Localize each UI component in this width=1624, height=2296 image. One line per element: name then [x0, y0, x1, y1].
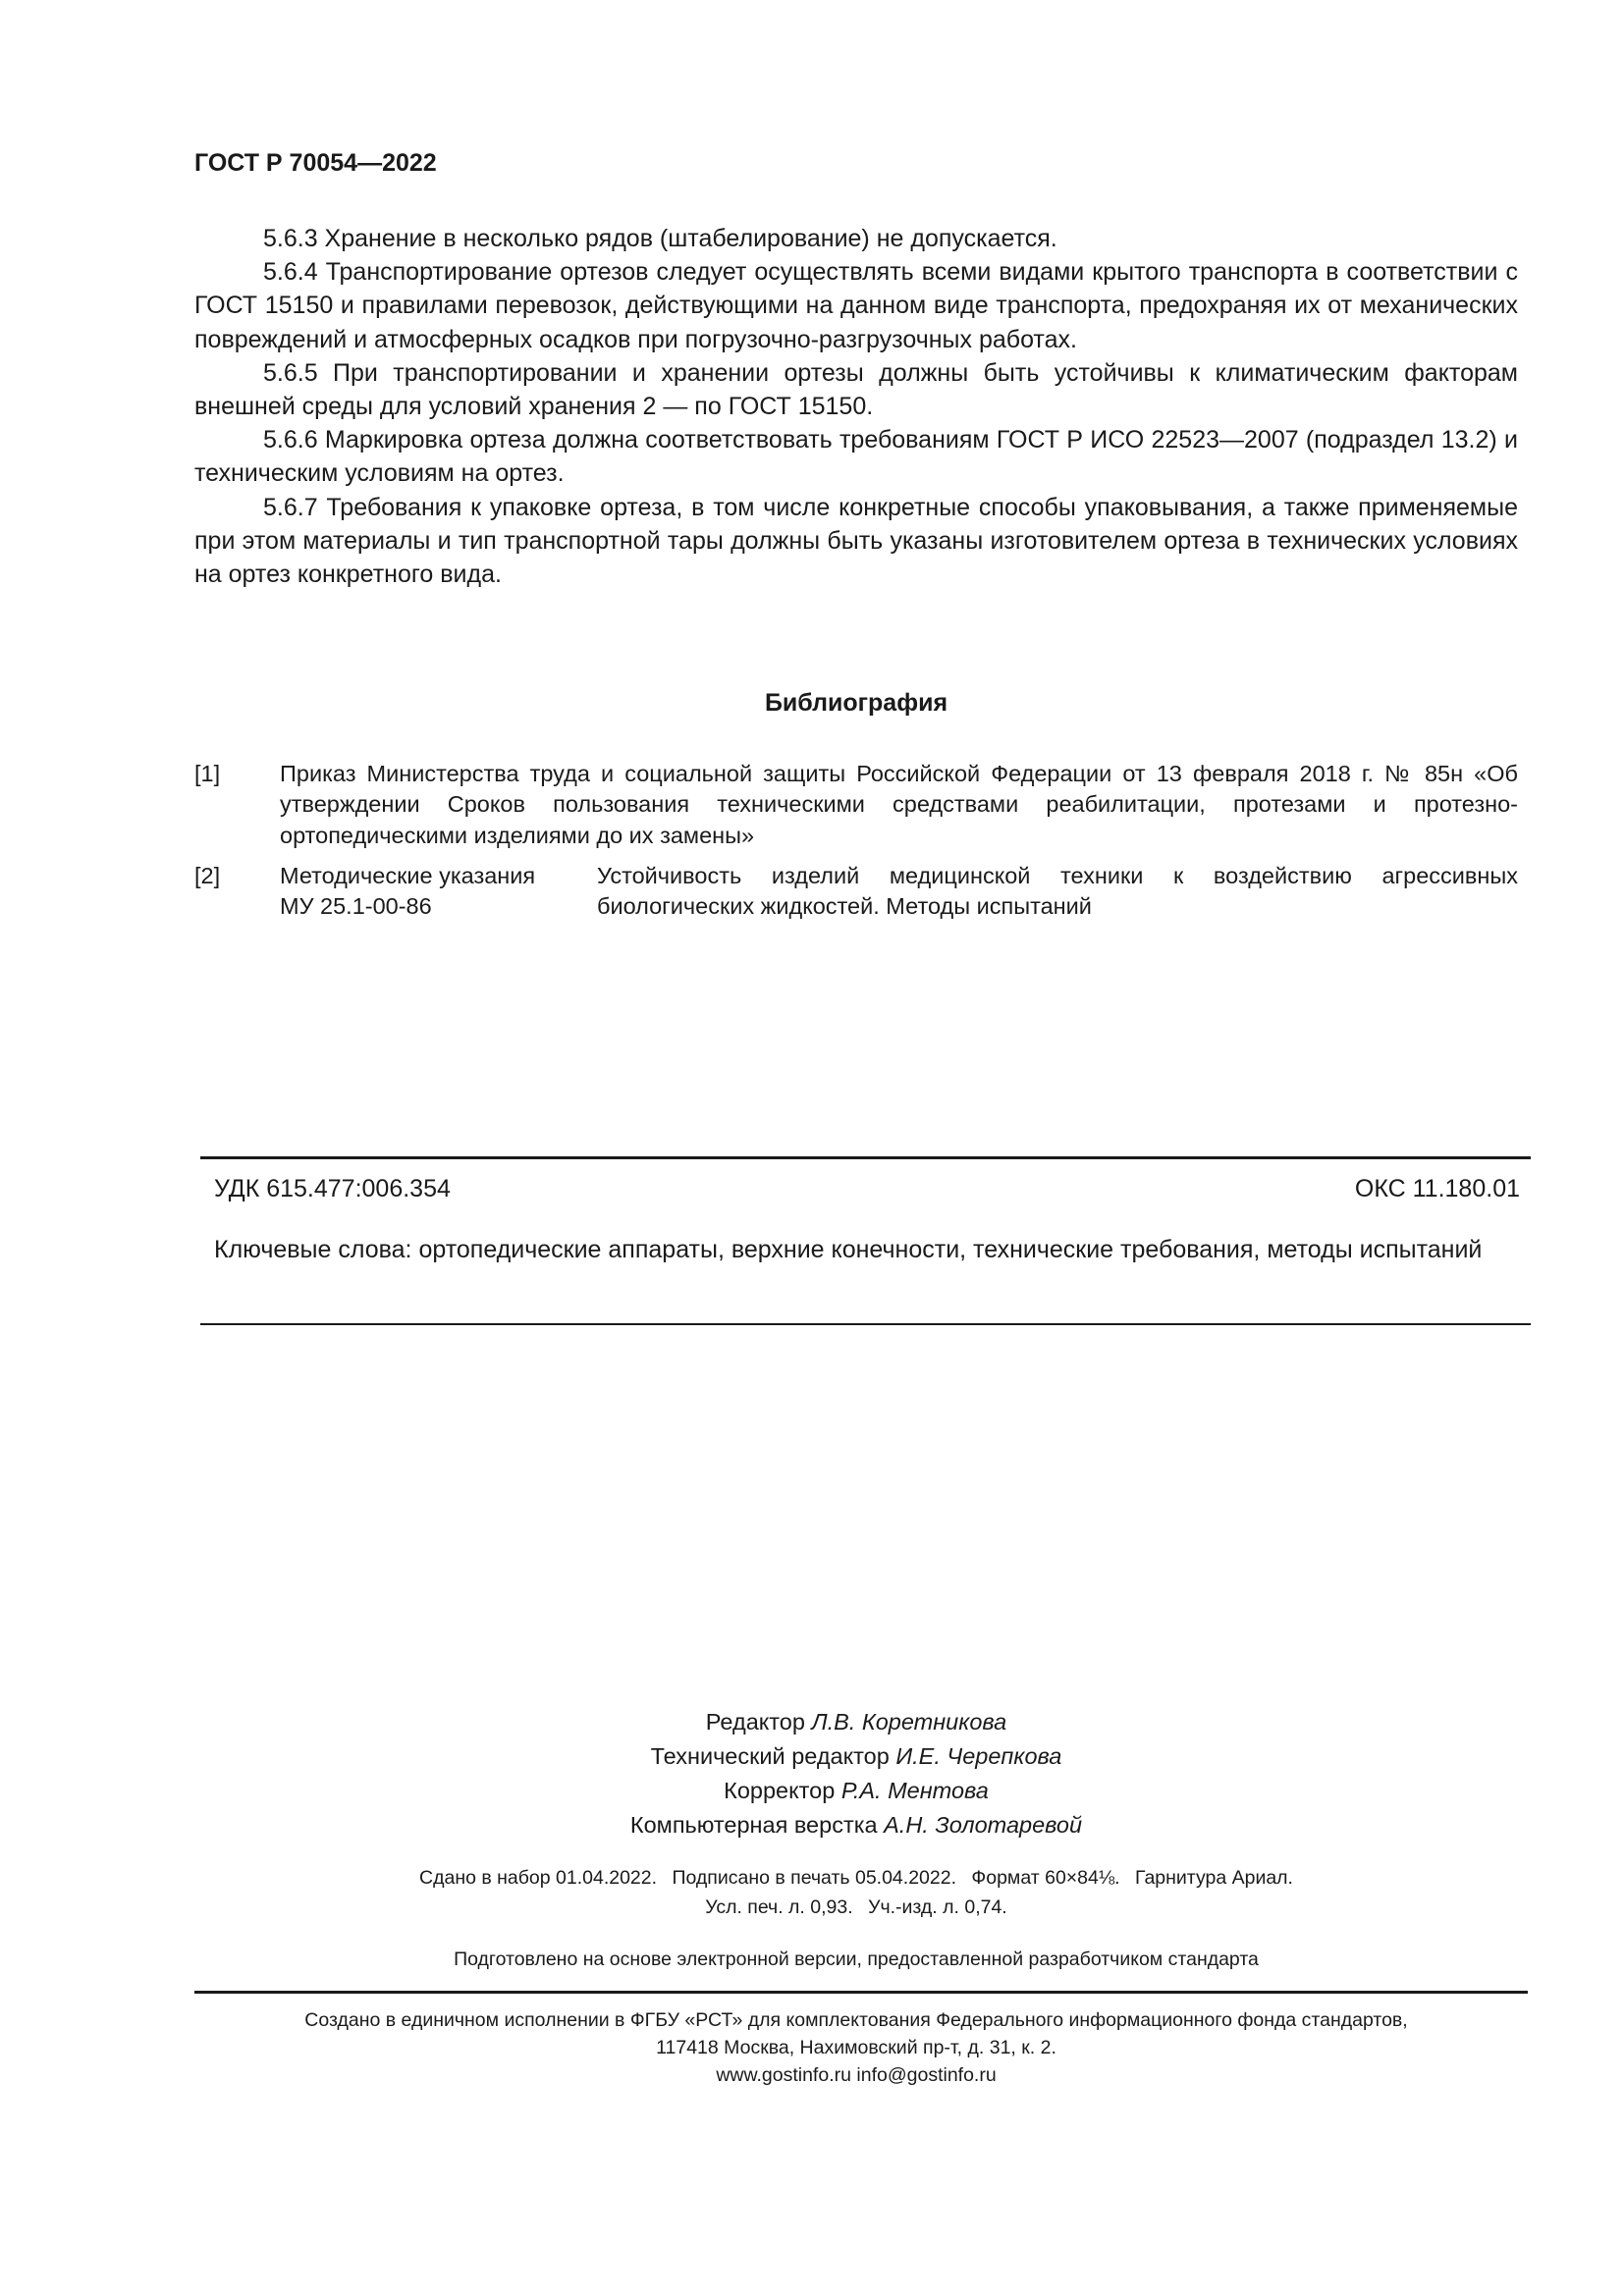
section-text	[194, 222, 1518, 591]
oks-code: ОКС 11.180.01	[1354, 1175, 1520, 1202]
standard-code-header: ГОСТ Р 70054—2022	[194, 149, 437, 177]
email-link[interactable]: info@gostinfo.ru	[856, 2064, 997, 2086]
paragraph-5-6-4: 5.6.4 Транспортирование ортезов следует осуществлять всеми видами крытого транспорта в соответствии с ГОСТ 15150 и правилами перевозок, действующими на данном виде транспорта, предохраняя их от механических повреждений и атмосферных осадков при погрузочно-разгрузочных работах.	[194, 258, 1518, 353]
bibliography-text: Приказ Министерства труда и социальной защиты Российской Федерации от 13 февраля 2018 г. № 85н «Об утверждении Сроков пользования техническими средствами реабилитации, протезами и протезно-ортопедическими изделиями до их замены»	[280, 761, 1518, 848]
paragraph-5-6-5: 5.6.5 При транспортировании и хранении ортезы должны быть устойчивы к климатическим факторам внешней среды для условий хранения 2 — по ГОСТ 15150.	[194, 358, 1518, 421]
publication-info	[194, 1863, 1518, 1922]
website-link[interactable]: www.gostinfo.ru	[716, 2064, 851, 2086]
paragraph-5-6-3: 5.6.3 Хранение в несколько рядов (штабелирование) не допускается.	[263, 225, 1057, 252]
credits-block	[194, 1705, 1518, 1842]
credit-corrector: Корректор Р.А. Ментова	[724, 1778, 989, 1803]
udk-code: УДК 615.477:006.354	[214, 1175, 451, 1202]
keywords: Ключевые слова: ортопедические аппараты, верхние конечности, технические требования, методы испытаний	[214, 1236, 1483, 1263]
created-note	[194, 2006, 1518, 2089]
bibliography-doc-code: МУ 25.1-00-86	[280, 893, 432, 920]
contacts-line	[194, 2061, 1518, 2089]
created-line-2: 117418 Москва, Нахимовский пр-т, д. 31, к. 2.	[656, 2037, 1056, 2058]
credit-editor: Редактор Л.В. Коретникова	[705, 1709, 1007, 1735]
bibliography-doc-type: Методические указания	[280, 863, 536, 888]
bibliography-document	[280, 861, 584, 923]
bottom-divider	[200, 1323, 1531, 1325]
bibliography-title: Библиография	[764, 689, 948, 717]
prepared-note: Подготовлено на основе электронной версии, предоставленной разработчиком стандарта	[454, 1949, 1259, 1970]
bibliography-doc-title: Устойчивость изделий медицинской техники к воздействию агрессивных биологических жидкостей. Методы испытаний	[597, 863, 1518, 920]
paragraph-5-6-6: 5.6.6 Маркировка ортеза должна соответствовать требованиям ГОСТ Р ИСО 22523—2007 (подраздел 13.2) и техническим условиям на ортез.	[194, 426, 1518, 488]
created-line-1: Создано в единичном исполнении в ФГБУ «РСТ» для комплектования Федерального информационного фонда стандартов,	[304, 2009, 1408, 2031]
top-divider	[200, 1156, 1531, 1159]
footer-divider	[194, 1991, 1528, 1994]
paragraph-5-6-7: 5.6.7 Требования к упаковке ортеза, в том числе конкретные способы упаковывания, а также применяемые при этом материалы и тип транспортной тары должны быть указаны изготовителем ортеза в технических условиях на ортез конкретного вида.	[194, 493, 1518, 589]
credit-tech-editor: Технический редактор И.Е. Черепкова	[650, 1743, 1062, 1769]
bibliography-number: [2]	[194, 863, 221, 888]
credit-layout: Компьютерная верстка А.Н. Золотаревой	[629, 1812, 1083, 1838]
publication-line-1: Сдано в набор 01.04.2022. Подписано в печать 05.04.2022. Формат 60×84⅛. Гарнитура Ариал.	[419, 1867, 1293, 1889]
publication-line-2: Усл. печ. л. 0,93. Уч.-изд. л. 0,74.	[705, 1896, 1007, 1918]
bibliography-number: [1]	[194, 761, 221, 786]
